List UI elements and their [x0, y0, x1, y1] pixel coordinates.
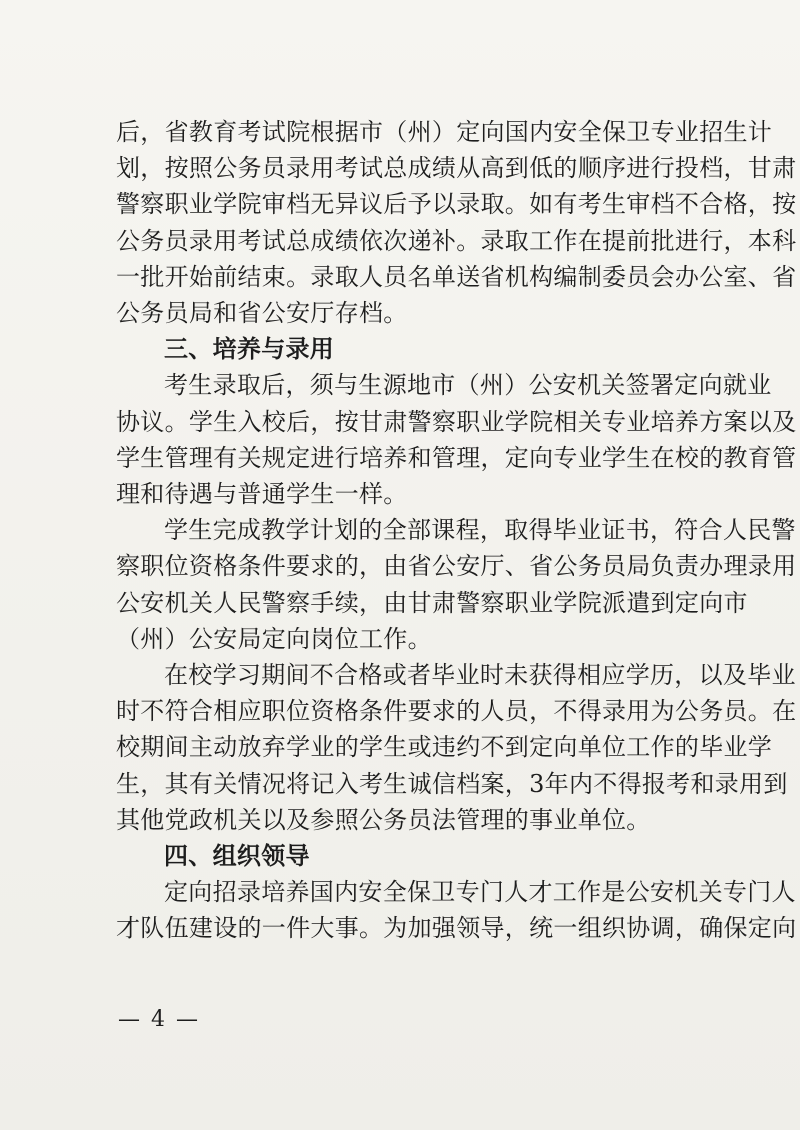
body-text-line: 后，省教育考试院根据市（州）定向国内安全保卫专业招生计	[116, 118, 773, 146]
body-text-line: 一批开始前结束。录取人员名单送省机构编制委员会办公室、省	[116, 262, 797, 291]
body-text-line: 在校学习期间不合格或者毕业时未获得相应学历，以及毕业	[164, 661, 796, 689]
body-text-line: （州）公安局定向岗位工作。	[116, 624, 432, 653]
body-text-line: 划，按照公务员录用考试总成绩从高到低的顺序进行投档，甘肃	[116, 154, 797, 183]
body-text-line: 才队伍建设的一件大事。为加强领导，统一组织协调，确保定向	[116, 914, 797, 943]
body-text-line: 公安机关人民警察手续，由甘肃警察职业学院派遣到定向市	[116, 588, 748, 617]
body-text-line: 理和待遇与普通学生一样。	[116, 480, 408, 508]
body-text-line: 生，其有关情况将记入考生诚信档案，3年内不得报考和录用到	[116, 769, 788, 798]
body-text-line: 学生完成教学计划的全部课程，取得毕业证书，符合人民警	[164, 516, 796, 545]
body-text-line: 协议。学生入校后，按甘肃警察职业学院相关专业培养方案以及	[116, 407, 797, 436]
section-heading: 三、培养与录用	[164, 335, 335, 364]
section-heading: 四、组织领导	[164, 842, 310, 870]
page-number: — 4 —	[118, 1007, 200, 1032]
body-text-line: 其他党政机关以及参照公务员法管理的事业单位。	[116, 805, 651, 834]
body-text-line: 公务员录用考试总成绩依次递补。录取工作在提前批进行，本科	[116, 226, 797, 255]
body-text-line: 考生录取后，须与生源地市（州）公安机关签署定向就业	[164, 371, 772, 400]
body-text-line: 校期间主动放弃学业的学生或违约不到定向单位工作的毕业学	[116, 733, 773, 762]
body-text-line: 警察职业学院审档无异议后予以录取。如有考生审档不合格，按	[116, 190, 797, 219]
body-text-line: 学生管理有关规定进行培养和管理，定向专业学生在校的教育管	[116, 443, 797, 472]
body-text-line: 时不符合相应职位资格条件要求的人员，不得录用为公务员。在	[116, 697, 797, 726]
body-text-line: 定向招录培养国内安全保卫专门人才工作是公安机关专门人	[164, 878, 796, 907]
body-text-line: 公务员局和省公安厅存档。	[116, 299, 408, 327]
body-text-line: 察职位资格条件要求的，由省公安厅、省公务员局负责办理录用	[116, 552, 797, 581]
